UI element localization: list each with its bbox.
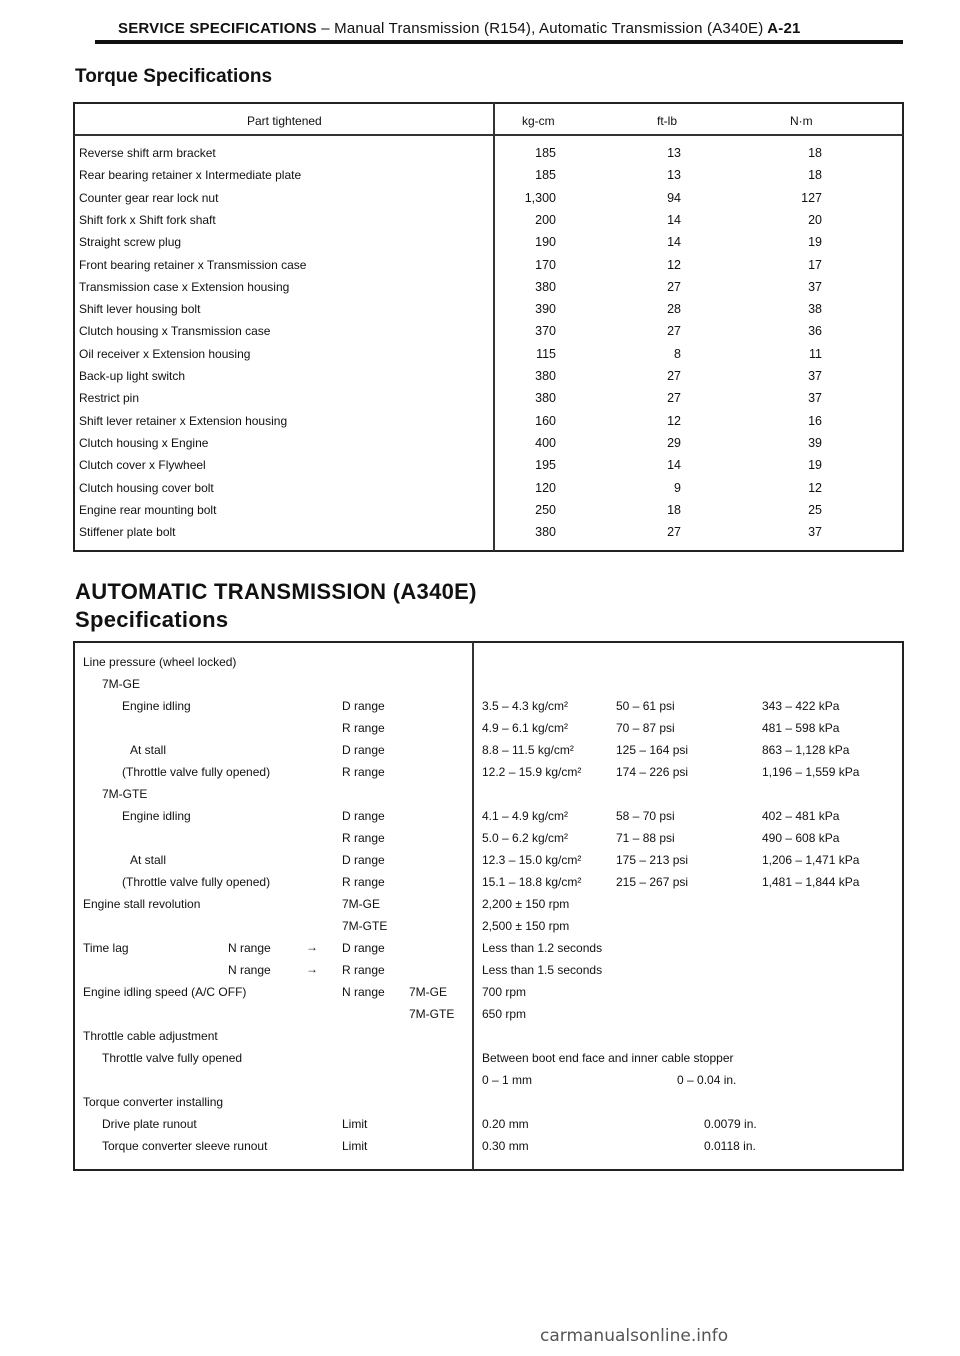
model-label: 7M-GE [342, 897, 381, 911]
time-lag-n-range-2: N range [228, 963, 271, 977]
torque-nm-value: 16 [808, 414, 822, 428]
torque-kgcm-value: 190 [535, 235, 556, 249]
arrow-icon: → [306, 962, 318, 976]
torque-part-cell: Stiffener plate bolt [79, 525, 176, 539]
torque-kgcm-value: 160 [535, 414, 556, 428]
torque-kgcm-value: 200 [535, 213, 556, 227]
torque-part-cell: Straight screw plug [79, 235, 182, 249]
torque-nm-value: 36 [808, 324, 822, 338]
spec-value: 0 – 1 mm [482, 1073, 533, 1087]
torque-kgcm-value: 115 [536, 347, 556, 361]
torque-converter-label: Torque converter installing [83, 1095, 224, 1109]
torque-ftlb-value: 28 [667, 302, 681, 316]
model-label: 7M-GTE [409, 1007, 455, 1021]
pressure-kgcm: 5.0 – 6.2 kg/cm² [482, 831, 569, 845]
torque-nm-value: 18 [808, 168, 822, 182]
spec-value: 0 – 0.04 in. [677, 1073, 737, 1087]
model-7mge-label: 7M-GE [102, 677, 141, 691]
pressure-kpa: 481 – 598 kPa [762, 721, 840, 735]
torque-part-cell: Shift lever housing bolt [79, 302, 201, 316]
watermark: carmanualsonline.info [540, 1326, 729, 1346]
torque-kgcm-value: 380 [535, 369, 556, 383]
pressure-kpa: 343 – 422 kPa [762, 699, 840, 713]
torque-ftlb-value: 8 [674, 347, 681, 361]
torque-nm-value: 18 [808, 146, 822, 160]
torque-part-cell: Shift fork x Shift fork shaft [79, 213, 216, 227]
range-label: R range [342, 765, 385, 779]
line-pressure-label: Line pressure (wheel locked) [83, 655, 237, 669]
header-subtitle: – Manual Transmission (R154), Automatic Transmission (A340E) [316, 20, 764, 37]
torque-part-cell: Transmission case x Extension housing [79, 280, 290, 294]
torque-ftlb-value: 27 [667, 369, 681, 383]
pressure-psi: 175 – 213 psi [616, 853, 689, 867]
torque-kgcm-value: 185 [535, 168, 556, 182]
pressure-kgcm: 12.3 – 15.0 kg/cm² [482, 853, 582, 867]
spec-value: 700 rpm [482, 985, 527, 999]
torque-nm-value: 39 [808, 436, 822, 450]
torque-table-divider [493, 103, 495, 551]
engine-idling-label-2: Engine idling [122, 809, 191, 823]
auto-table-divider [472, 642, 474, 1170]
torque-kgcm-value: 250 [535, 503, 556, 517]
torque-kgcm-value: 185 [535, 146, 556, 160]
page-number: A-21 [763, 20, 801, 37]
auto-subheading: Specifications [75, 607, 229, 632]
pressure-kgcm: 4.9 – 6.1 kg/cm² [482, 721, 569, 735]
header-rule [95, 40, 903, 44]
torque-kgcm-value: 380 [535, 391, 556, 405]
torque-ftlb-value: 27 [667, 324, 681, 338]
pressure-kpa: 1,206 – 1,471 kPa [762, 853, 860, 867]
pressure-kgcm: 12.2 – 15.9 kg/cm² [482, 765, 582, 779]
pressure-kgcm: 8.8 – 11.5 kg/cm² [482, 743, 574, 757]
pressure-kpa: 1,196 – 1,559 kPa [762, 765, 860, 779]
pressure-psi: 215 – 267 psi [616, 875, 689, 889]
torque-kgcm-value: 1,300 [524, 191, 556, 205]
torque-title: Torque Specifications [75, 66, 273, 87]
page-header [118, 20, 801, 37]
time-lag-n-range-1: N range [228, 941, 271, 955]
spec-value: 2,500 ± 150 rpm [482, 919, 570, 933]
model-label: 7M-GTE [342, 919, 388, 933]
spec-value: 0.0118 in. [704, 1139, 756, 1153]
torque-ftlb-value: 29 [667, 436, 681, 450]
drive-plate-runout-label: Drive plate runout [102, 1117, 197, 1131]
idling-speed-label: Engine idling speed (A/C OFF) [83, 985, 247, 999]
range-label: R range [342, 963, 385, 977]
torque-ftlb-value: 14 [667, 213, 681, 227]
pressure-psi: 71 – 88 psi [616, 831, 675, 845]
auto-heading: AUTOMATIC TRANSMISSION (A340E) [75, 579, 477, 604]
torque-nm-value: 38 [808, 302, 822, 316]
torque-ftlb-value: 12 [667, 258, 681, 272]
range-label: R range [342, 831, 385, 845]
pressure-psi: 50 – 61 psi [616, 699, 675, 713]
torque-kgcm-value: 380 [535, 280, 556, 294]
col-header-nm: N·m [790, 114, 813, 128]
torque-nm-value: 12 [808, 481, 822, 495]
spec-value: 0.20 mm [482, 1117, 529, 1131]
range-label: N range [342, 985, 385, 999]
arrow-icon: → [306, 940, 318, 954]
torque-nm-value: 37 [808, 280, 822, 294]
torque-kgcm-value: 370 [535, 324, 556, 338]
sleeve-runout-label: Torque converter sleeve runout [102, 1139, 268, 1153]
torque-part-cell: Clutch housing cover bolt [79, 481, 214, 495]
limit-label: Limit [342, 1139, 368, 1153]
torque-part-cell: Front bearing retainer x Transmission case [79, 258, 307, 272]
torque-nm-value: 11 [809, 347, 822, 361]
torque-part-cell: Counter gear rear lock nut [79, 191, 219, 205]
range-label: D range [342, 743, 385, 757]
torque-kgcm-value: 400 [535, 436, 556, 450]
at-stall-label: At stall [130, 743, 167, 757]
range-label: R range [342, 875, 385, 889]
torque-part-cell: Engine rear mounting bolt [79, 503, 217, 517]
spec-value: 0.30 mm [482, 1139, 529, 1153]
model-label: 7M-GE [409, 985, 448, 999]
pressure-kpa: 1,481 – 1,844 kPa [762, 875, 860, 889]
spec-value: 2,200 ± 150 rpm [482, 897, 570, 911]
spec-value: Less than 1.2 seconds [482, 941, 603, 955]
torque-nm-value: 37 [808, 391, 822, 405]
throttle-fully-open-label: Throttle valve fully opened [102, 1051, 243, 1065]
throttle-open-label: (Throttle valve fully opened) [122, 765, 271, 779]
at-stall-label-2: At stall [130, 853, 167, 867]
torque-part-cell: Rear bearing retainer x Intermediate plate [79, 168, 302, 182]
pressure-kgcm: 15.1 – 18.8 kg/cm² [482, 875, 582, 889]
pressure-kpa: 490 – 608 kPa [762, 831, 840, 845]
pressure-kpa: 402 – 481 kPa [762, 809, 840, 823]
torque-ftlb-value: 18 [667, 503, 681, 517]
pressure-psi: 174 – 226 psi [616, 765, 689, 779]
spec-value: 0.0079 in. [704, 1117, 757, 1131]
torque-ftlb-value: 13 [667, 146, 681, 160]
spec-value: Less than 1.5 seconds [482, 963, 603, 977]
engine-idling-label: Engine idling [122, 699, 191, 713]
torque-ftlb-value: 27 [667, 280, 681, 294]
torque-ftlb-value: 12 [667, 414, 681, 428]
col-header-ftlb: ft-lb [657, 114, 678, 128]
torque-header-rule [74, 134, 903, 136]
pressure-psi: 70 – 87 psi [616, 721, 675, 735]
torque-ftlb-value: 13 [667, 168, 681, 182]
col-header-kgcm: kg-cm [522, 114, 555, 128]
range-label: D range [342, 941, 385, 955]
torque-kgcm-value: 380 [535, 525, 556, 539]
torque-ftlb-value: 94 [667, 191, 681, 205]
torque-ftlb-value: 9 [674, 481, 681, 495]
torque-part-cell: Shift lever retainer x Extension housing [79, 414, 288, 428]
torque-part-cell: Back-up light switch [79, 369, 186, 383]
range-label: D range [342, 853, 385, 867]
stall-revolution-label: Engine stall revolution [83, 897, 201, 911]
torque-nm-value: 20 [808, 213, 822, 227]
torque-kgcm-value: 170 [535, 258, 556, 272]
torque-ftlb-value: 14 [667, 458, 681, 472]
torque-nm-value: 19 [808, 458, 822, 472]
throttle-open-label-2: (Throttle valve fully opened) [122, 875, 271, 889]
torque-part-cell: Oil receiver x Extension housing [79, 347, 251, 361]
torque-part-cell: Restrict pin [79, 391, 140, 405]
throttle-cable-label: Throttle cable adjustment [83, 1029, 218, 1043]
torque-nm-value: 25 [808, 503, 822, 517]
torque-kgcm-value: 120 [535, 481, 556, 495]
torque-nm-value: 127 [801, 191, 822, 205]
range-label: R range [342, 721, 385, 735]
torque-part-cell: Clutch housing x Transmission case [79, 324, 271, 338]
model-7mgte-label: 7M-GTE [102, 787, 148, 801]
header-section: SERVICE SPECIFICATIONS [118, 20, 317, 37]
spec-value: Between boot end face and inner cable stopper [482, 1051, 734, 1065]
col-header-part: Part tightened [247, 114, 322, 128]
torque-ftlb-value: 27 [667, 525, 681, 539]
torque-kgcm-value: 390 [535, 302, 556, 316]
pressure-kgcm: 3.5 – 4.3 kg/cm² [482, 699, 569, 713]
time-lag-label: Time lag [83, 941, 129, 955]
torque-part-cell: Reverse shift arm bracket [79, 146, 216, 160]
range-label: D range [342, 809, 385, 823]
limit-label: Limit [342, 1117, 368, 1131]
pressure-kgcm: 4.1 – 4.9 kg/cm² [482, 809, 569, 823]
pressure-psi: 58 – 70 psi [616, 809, 675, 823]
torque-part-cell: Clutch housing x Engine [79, 436, 209, 450]
spec-value: 650 rpm [482, 1007, 527, 1021]
torque-nm-value: 37 [808, 369, 822, 383]
torque-ftlb-value: 27 [667, 391, 681, 405]
torque-nm-value: 19 [808, 235, 822, 249]
torque-nm-value: 37 [808, 525, 822, 539]
range-label: D range [342, 699, 385, 713]
torque-part-cell: Clutch cover x Flywheel [79, 458, 206, 472]
pressure-psi: 125 – 164 psi [616, 743, 689, 757]
pressure-kpa: 863 – 1,128 kPa [762, 743, 850, 757]
torque-ftlb-value: 14 [667, 235, 681, 249]
torque-nm-value: 17 [808, 258, 822, 272]
torque-kgcm-value: 195 [535, 458, 556, 472]
